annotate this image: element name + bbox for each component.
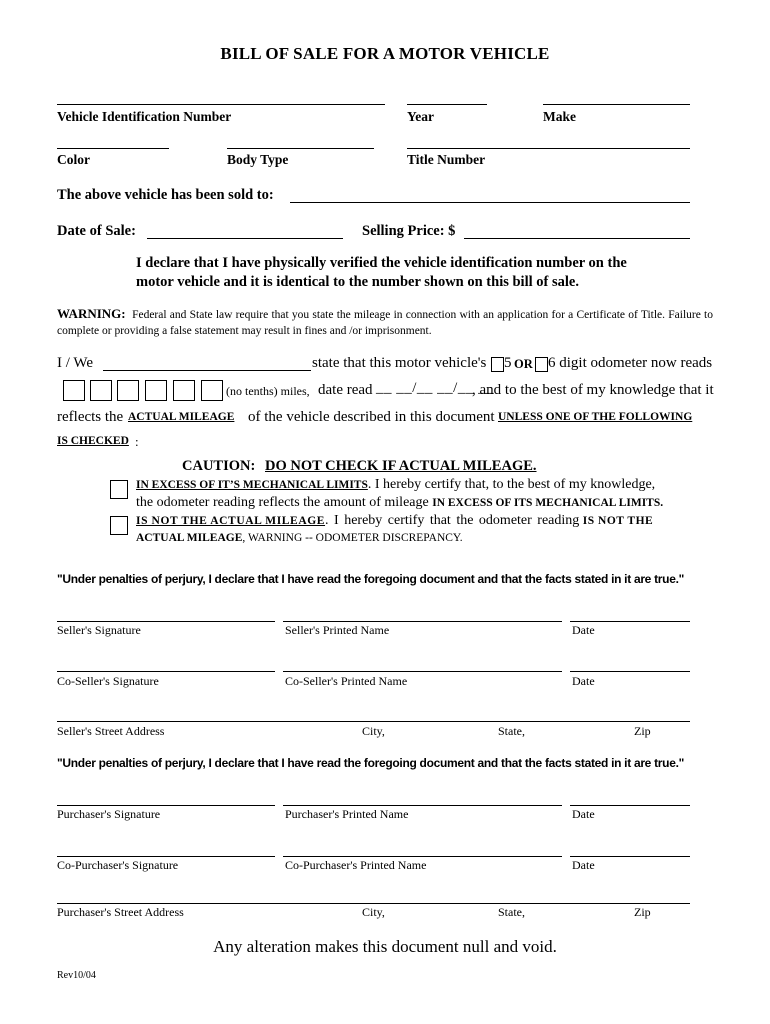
of-vehicle-text: of the vehicle described in this document [248, 409, 495, 425]
purchaser-city-label: City, [362, 905, 385, 919]
seller-address-label: Seller's Street Address [57, 724, 165, 738]
not-actual-head: IS NOT THE ACTUAL MILEAGE [136, 515, 326, 527]
selling-price-field[interactable] [464, 238, 690, 239]
date-read-field[interactable]: __ __/__ __/__ __ [376, 380, 495, 396]
not-actual-bold: IS NOT THE [582, 515, 654, 527]
seller-zip-label: Zip [634, 724, 651, 738]
is-checked-colon: : [135, 434, 139, 449]
not-actual-line2 [136, 530, 463, 546]
reflects-text: reflects the [57, 409, 124, 425]
excess-limits-bold: IN EXCESS OF ITS MECHANICAL LIMITS. [432, 497, 664, 509]
best-knowledge-text: , and to the best of my knowledge that it [472, 382, 714, 398]
year-label: Year [407, 109, 434, 124]
null-void-notice: Any alteration makes this document null and void. [213, 937, 557, 956]
six-digit-checkbox[interactable] [535, 357, 548, 372]
excess-limits-text: . I hereby certify that, to the best of my knowledge, [367, 477, 656, 492]
unless-label: UNLESS ONE OF THE FOLLOWING [498, 411, 693, 423]
state-text: state that this motor vehicle's [312, 355, 487, 371]
body-type-label: Body Type [227, 152, 289, 167]
caution-text: DO NOT CHECK IF ACTUAL MILEAGE. [265, 458, 537, 474]
year-field[interactable] [407, 104, 487, 105]
co-seller-date-field[interactable] [570, 671, 690, 672]
seller-city-label: City, [362, 724, 385, 738]
odometer-digit-box[interactable] [173, 380, 195, 401]
color-field[interactable] [57, 148, 169, 149]
excess-limits-text2: the odometer reading reflects the amount of mileage [136, 495, 429, 510]
seller-address-field[interactable] [57, 721, 690, 722]
warning-text: Federal and State law require that you state the mileage in connection with an application for a Certificate of Title. Failure to complete or providing a false statement may result in fines and /or imprisonment. [57, 309, 713, 337]
warning-label: WARNING: [57, 306, 126, 321]
co-purchaser-printed-name-field[interactable] [283, 856, 562, 857]
iwe-name-field[interactable] [103, 370, 311, 371]
title-number-field[interactable] [407, 148, 690, 149]
vin-label: Vehicle Identification Number [57, 109, 232, 124]
or-label: OR [514, 357, 533, 371]
odometer-digit-box[interactable] [201, 380, 223, 401]
make-field[interactable] [543, 104, 690, 105]
purchaser-printed-name-label: Purchaser's Printed Name [285, 807, 409, 821]
co-purchaser-printed-name-label: Co-Purchaser's Printed Name [285, 858, 427, 872]
seller-signature-field[interactable] [57, 621, 275, 622]
not-actual-bold2: ACTUAL MILEAGE [136, 532, 243, 544]
seller-date-label: Date [572, 623, 595, 637]
co-purchaser-signature-label: Co-Purchaser's Signature [57, 858, 179, 872]
co-seller-printed-name-field[interactable] [283, 671, 562, 672]
purchaser-state-label: State, [498, 905, 525, 919]
make-label: Make [543, 109, 576, 124]
odometer-digit-box[interactable] [117, 380, 139, 401]
purchaser-signature-field[interactable] [57, 805, 275, 806]
odometer-digit-box[interactable] [90, 380, 112, 401]
title-number-label: Title Number [407, 152, 486, 167]
date-read-label: date read [318, 382, 373, 398]
odometer-digit-box[interactable] [145, 380, 167, 401]
excess-limits-line2 [136, 494, 663, 512]
purchaser-perjury-statement: "Under penalties of perjury, I declare that I have read the foregoing document and that the facts stated in it are true." [57, 756, 684, 770]
color-label: Color [57, 152, 90, 167]
excess-limits-line1 [136, 476, 655, 494]
purchaser-date-field[interactable] [570, 805, 690, 806]
purchaser-zip-label: Zip [634, 905, 651, 919]
co-seller-printed-name-label: Co-Seller's Printed Name [285, 674, 408, 688]
body-type-field[interactable] [227, 148, 374, 149]
not-actual-checkbox[interactable] [110, 516, 128, 535]
excess-limits-head: IN EXCESS OF IT’S MECHANICAL LIMITS [136, 479, 368, 491]
declaration: I declare that I have physically verified the vehicle identification number on the motor vehicle and it is identical to the number shown on this bill of sale. [136, 255, 627, 290]
no-tenths-label: (no tenths) miles, [226, 384, 310, 398]
vin-field[interactable] [57, 104, 385, 105]
warning-block [57, 306, 713, 339]
seller-printed-name-field[interactable] [283, 621, 562, 622]
caution-label: CAUTION: [182, 458, 256, 474]
not-actual-line1 [136, 512, 653, 530]
seller-printed-name-label: Seller's Printed Name [285, 623, 390, 637]
odometer-digit-box[interactable] [63, 380, 85, 401]
purchaser-address-label: Purchaser's Street Address [57, 905, 184, 919]
is-checked-label: IS CHECKED [57, 435, 129, 447]
purchaser-address-field[interactable] [57, 903, 690, 904]
co-purchaser-date-field[interactable] [570, 856, 690, 857]
date-of-sale-label: Date of Sale: [57, 223, 136, 239]
seller-date-field[interactable] [570, 621, 690, 622]
not-actual-text: . I hereby certify that the odometer reading [325, 513, 580, 528]
sold-to-label: The above vehicle has been sold to: [57, 187, 274, 203]
seller-perjury-statement: "Under penalties of perjury, I declare that I have read the foregoing document and that the facts stated in it are true." [57, 572, 684, 586]
seller-signature-label: Seller's Signature [57, 623, 141, 637]
selling-price-label: Selling Price: $ [362, 223, 456, 239]
co-purchaser-date-label: Date [572, 858, 595, 872]
date-of-sale-field[interactable] [147, 238, 343, 239]
purchaser-date-label: Date [572, 807, 595, 821]
co-purchaser-signature-field[interactable] [57, 856, 275, 857]
revision-label: Rev10/04 [57, 970, 96, 981]
not-actual-text2: , WARNING -- ODOMETER DISCREPANCY. [242, 532, 463, 544]
page-title: BILL OF SALE FOR A MOTOR VEHICLE [220, 44, 550, 63]
purchaser-signature-label: Purchaser's Signature [57, 807, 161, 821]
iwe-label: I / We [57, 355, 94, 371]
excess-limits-checkbox[interactable] [110, 480, 128, 499]
co-seller-signature-field[interactable] [57, 671, 275, 672]
sold-to-field[interactable] [290, 202, 690, 203]
five-label: 5 [504, 355, 512, 371]
co-seller-date-label: Date [572, 674, 595, 688]
five-digit-checkbox[interactable] [491, 357, 504, 372]
purchaser-printed-name-field[interactable] [283, 805, 562, 806]
six-label: 6 digit odometer now reads [548, 355, 713, 371]
co-seller-signature-label: Co-Seller's Signature [57, 674, 159, 688]
actual-mileage-label: ACTUAL MILEAGE [128, 411, 235, 423]
seller-state-label: State, [498, 724, 525, 738]
